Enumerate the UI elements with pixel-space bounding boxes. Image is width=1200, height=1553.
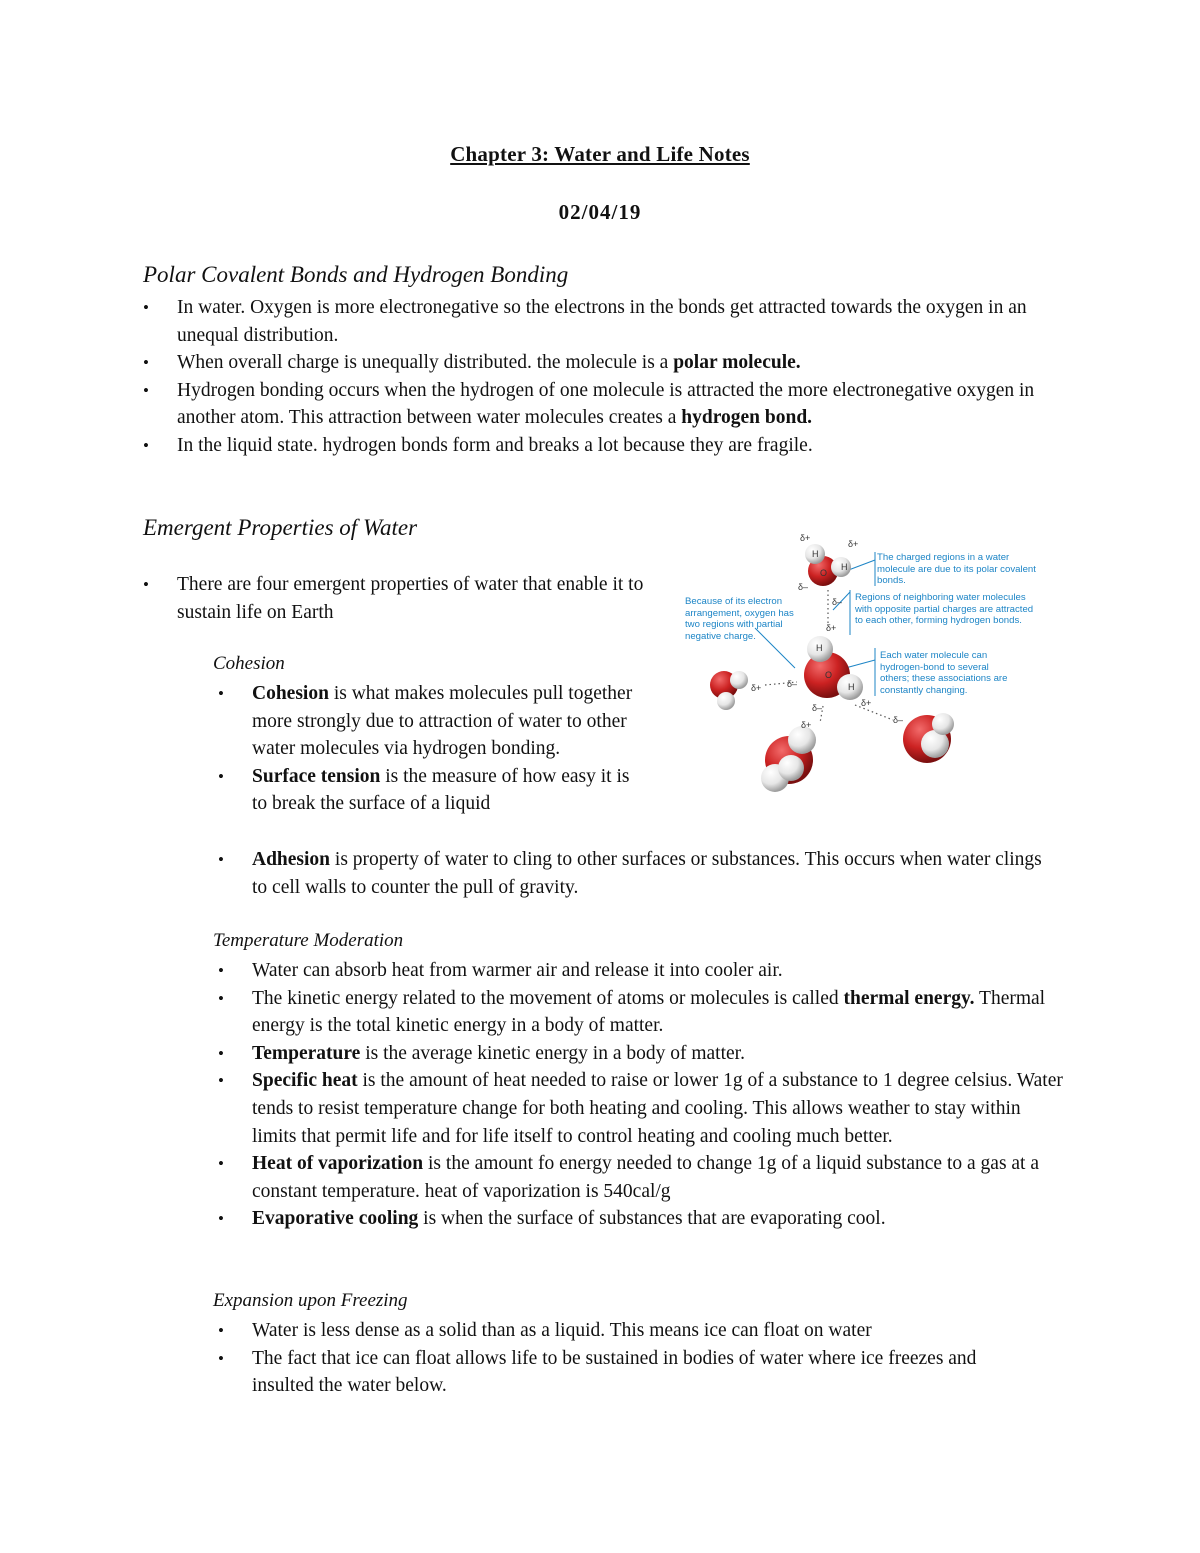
subheading-expansion: Expansion upon Freezing xyxy=(213,1290,408,1311)
section-heading-emergent: Emergent Properties of Water xyxy=(143,515,418,540)
partial-charge: δ– xyxy=(798,582,809,592)
term-specific-heat: Specific heat xyxy=(252,1070,358,1092)
partial-charge: δ– xyxy=(812,703,823,713)
term-adhesion: Adhesion xyxy=(252,849,331,870)
term-hydrogen-bond: hydrogen bond. xyxy=(681,407,813,429)
partial-charge: δ+ xyxy=(848,539,859,549)
atom-label-o: O xyxy=(820,568,828,578)
date-heading: 02/04/19 xyxy=(558,200,642,224)
partial-charge: δ+ xyxy=(861,698,872,708)
list-item: • Water can absorb heat from warmer air and release it into cooler air. xyxy=(218,957,1063,985)
term-surface-tension: Surface tension xyxy=(252,765,381,787)
list-item: • The fact that ice can float allows life to be sustained in bodies of water where ice freezes and insulted the water below. xyxy=(218,1345,1038,1400)
atom-label-h: H xyxy=(841,562,848,572)
term-polar-molecule: polar molecule. xyxy=(673,352,801,374)
list-item: • In water. Oxygen is more electronegative so the electrons in the bonds get attracted towards the oxygen in an unequal distribution. xyxy=(143,294,1058,349)
term-cohesion: Cohesion xyxy=(252,683,329,704)
term-thermal-energy: thermal energy. xyxy=(843,987,975,1009)
atom-label-h: H xyxy=(816,643,823,653)
page-title: Chapter 3: Water and Life Notes xyxy=(450,142,750,166)
partial-charge: δ+ xyxy=(800,533,811,543)
partial-charge: δ– xyxy=(832,597,843,607)
list-item: • Surface tension is the measure of how easy it is to break the surface of a liquid xyxy=(218,763,643,818)
emergent-list xyxy=(143,571,653,626)
partial-charge: δ– xyxy=(893,715,904,725)
partial-charge: δ+ xyxy=(801,720,812,730)
atom-label-h: H xyxy=(848,682,855,692)
list-item: • When overall charge is unequally distributed. the molecule is a polar molecule. xyxy=(143,349,1058,377)
list-item: • Temperature is the average kinetic energy in a body of matter. xyxy=(218,1040,1063,1068)
subheading-temperature: Temperature Moderation xyxy=(213,930,404,951)
caption-neighboring-regions: Regions of neighboring water molecules with opposite partial charges are attracted to each other, forming hydrogen bonds. xyxy=(855,592,1034,626)
list-item: • There are four emergent properties of water that enable it to sustain life on Earth xyxy=(143,571,653,626)
list-item: • The kinetic energy related to the movement of atoms or molecules is called thermal energy. Thermal energy is the total kinetic energy in a body of matter. xyxy=(218,985,1063,1040)
subheading-cohesion: Cohesion xyxy=(213,653,285,674)
list-item: • Water is less dense as a solid than as a liquid. This means ice can float on water xyxy=(218,1317,1038,1345)
list-item: • Cohesion is what makes molecules pull together more strongly due to attraction of water to other water molecules via hydrogen bonding. xyxy=(218,680,643,763)
polar-list xyxy=(143,294,1058,460)
list-item: • Adhesion is property of water to cling to other surfaces or substances. This occurs when water clings to cell walls to counter the pull of gravity. xyxy=(218,846,1058,901)
section-heading-polar: Polar Covalent Bonds and Hydrogen Bonding xyxy=(143,262,569,287)
caption-each-molecule: Each water molecule can hydrogen-bond to several others; these associations are constantly changing. xyxy=(880,650,1008,696)
caption-charged-regions: The charged regions in a water molecule are due to its polar covalent bonds. xyxy=(877,552,1036,586)
atom-label-o: O xyxy=(825,670,833,680)
term-temperature: Temperature xyxy=(252,1042,361,1064)
list-item: • Hydrogen bonding occurs when the hydrogen of one molecule is attracted the more electronegative oxygen in another atom. This attraction between water molecules creates a hydrogen bond. xyxy=(143,377,1058,432)
water-hydrogen-bond-figure xyxy=(665,530,1045,800)
partial-charge: δ– xyxy=(787,679,798,689)
atom-label-h: H xyxy=(812,549,819,559)
partial-charge: δ+ xyxy=(826,623,837,633)
caption-electron-arrangement: Because of its electron arrangement, oxygen has two regions with partial negative charge. xyxy=(685,596,794,642)
list-item: • Evaporative cooling is when the surface of substances that are evaporating cool. xyxy=(218,1205,1063,1233)
list-item: • Specific heat is the amount of heat needed to raise or lower 1g of a substance to 1 degree celsius. Water tends to resist temperature change for both heating and cooling. This allows weather to stay within limits that permit life and for life itself to control heating and cooling much better. xyxy=(218,1067,1063,1150)
temperature-list xyxy=(218,957,1063,1233)
term-heat-of-vaporization: Heat of vaporization xyxy=(252,1153,424,1175)
partial-charge: δ+ xyxy=(751,683,762,693)
list-item: • Heat of vaporization is the amount fo energy needed to change 1g of a liquid substance to a gas at a constant temperature. heat of vaporization is 540cal/g xyxy=(218,1150,1063,1205)
cohesion-list-bottom xyxy=(218,846,1058,901)
expansion-list xyxy=(218,1317,1038,1400)
cohesion-list-top xyxy=(218,680,643,818)
term-evaporative-cooling: Evaporative cooling xyxy=(252,1208,419,1230)
list-item: • In the liquid state. hydrogen bonds form and breaks a lot because they are fragile. xyxy=(143,432,1058,460)
